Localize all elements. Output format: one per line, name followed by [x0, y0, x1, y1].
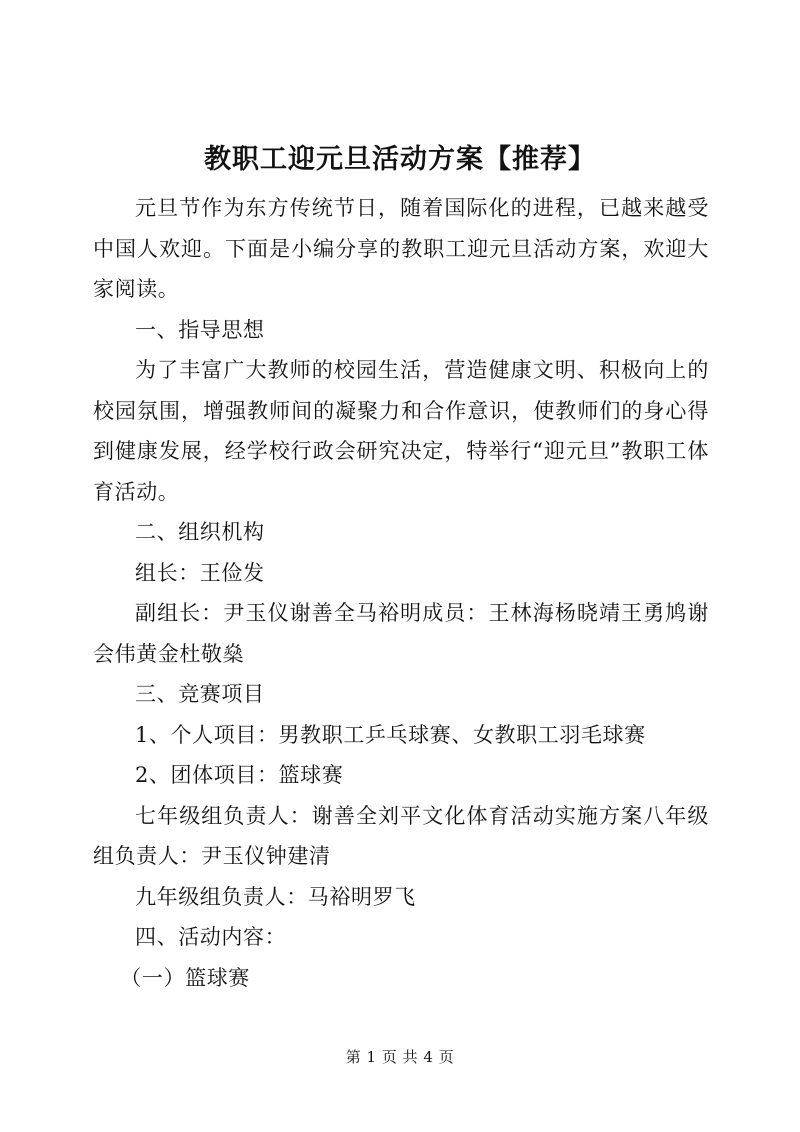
paragraph-grade-7-8-leaders: 七年级组负责人：谢善全刘平文化体育活动实施方案八年级组负责人：尹玉仪钟建清: [93, 803, 709, 868]
section-heading-activity-content: 四、活动内容：: [135, 925, 287, 949]
paragraph-guiding-thought: 为了丰富广大教师的校园生活，营造健康文明、积极向上的校园氛围，增强教师间的凝聚力和合作意识，使教师们的身心得到健康发展，经学校行政会研究决定，特举行“迎元旦”教职工体育活动。: [93, 358, 709, 504]
paragraph-individual-items: 1、个人项目：男教职工乒乓球赛、女教职工羽毛球赛: [135, 722, 646, 747]
paragraph-team-items: 2、团体项目：篮球赛: [135, 763, 344, 787]
page-footer: 第 1 页 共 4 页: [345, 1048, 455, 1066]
subheading-basketball: （一）篮球赛: [120, 965, 250, 990]
document-title: 教职工迎元旦活动方案【推荐】: [204, 144, 596, 175]
section-heading-organization: 二、组织机构: [135, 520, 265, 544]
paragraph-intro: 元旦节作为东方传统节日，随着国际化的进程，已越来越受中国人欢迎。下面是小编分享的教职工迎元旦活动方案，欢迎大家阅读。: [93, 196, 709, 301]
paragraph-deputy-leaders-members: 副组长：尹玉仪谢善全马裕明成员：王林海杨晓靖王勇鸠谢会伟黄金杜敬燊: [93, 601, 709, 666]
paragraph-grade-9-leaders: 九年级组负责人：马裕明罗飞: [135, 884, 416, 909]
section-heading-competition-items: 三、竞赛项目: [135, 682, 265, 706]
section-heading-guiding-thought: 一、指导思想: [135, 317, 265, 342]
paragraph-group-leader: 组长：王俭发: [135, 560, 265, 585]
document-body: [93, 188, 709, 998]
